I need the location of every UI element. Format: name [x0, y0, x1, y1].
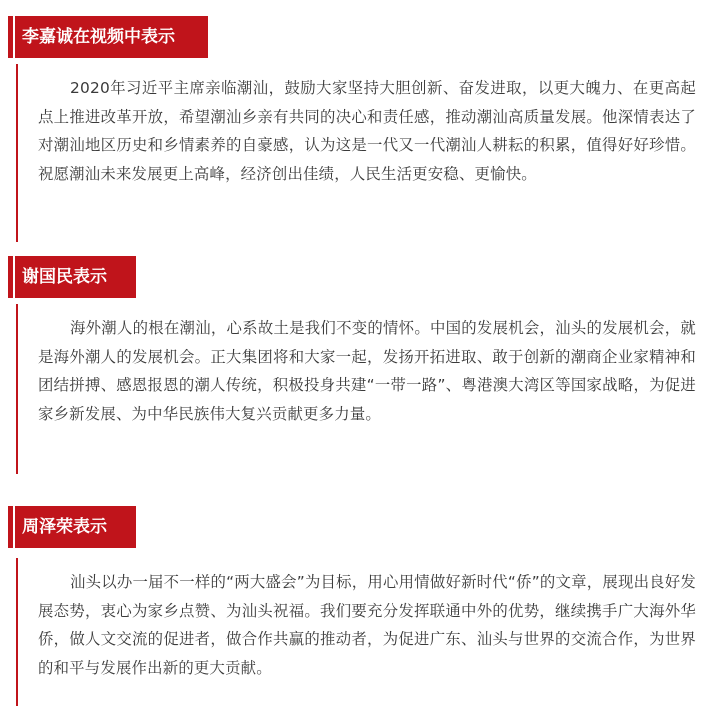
- quote-rule: [16, 558, 18, 706]
- section-heading: 谢国民表示: [8, 256, 136, 298]
- section-paragraph: 海外潮人的根在潮汕，心系故土是我们不变的情怀。中国的发展机会，汕头的发展机会，就是海外潮人的发展机会。正大集团将和大家一起，发扬开拓进取、敢于创新的潮商企业家精神和团结拼搏、感恩报恩的潮人传统，积极投身共建“一带一路”、粤港澳大湾区等国家战略，为促进家乡新发展、为中华民族伟大复兴贡献更多力量。: [38, 319, 696, 423]
- section-paragraph: 汕头以办一届不一样的“两大盛会”为目标，用心用情做好新时代“侨”的文章，展现出良好发展态势，衷心为家乡点赞、为汕头祝福。我们要充分发挥联通中外的优势，继续携手广大海外华侨，做人文交流的促进者，做合作共赢的推动者，为促进广东、汕头与世界的交流合作，为世界的和平与发展作出新的更大贡献。: [38, 573, 696, 677]
- quote-rule: [16, 304, 18, 474]
- quote-rule: [16, 64, 18, 242]
- section-heading: 李嘉诚在视频中表示: [8, 16, 208, 58]
- section-paragraph: 2020年习近平主席亲临潮汕，鼓励大家坚持大胆创新、奋发进取，以更大魄力、在更高起点上推进改革开放，希望潮汕乡亲有共同的决心和责任感，推动潮汕高质量发展。他深情表达了对潮汕地区历史和乡情素养的自豪感，认为这是一代又一代潮汕人耕耘的积累，值得好好珍惜。祝愿潮汕未来发展更上高峰，经济创出佳绩，人民生活更安稳、更愉快。: [38, 79, 696, 183]
- section-heading: 周泽荣表示: [8, 506, 136, 548]
